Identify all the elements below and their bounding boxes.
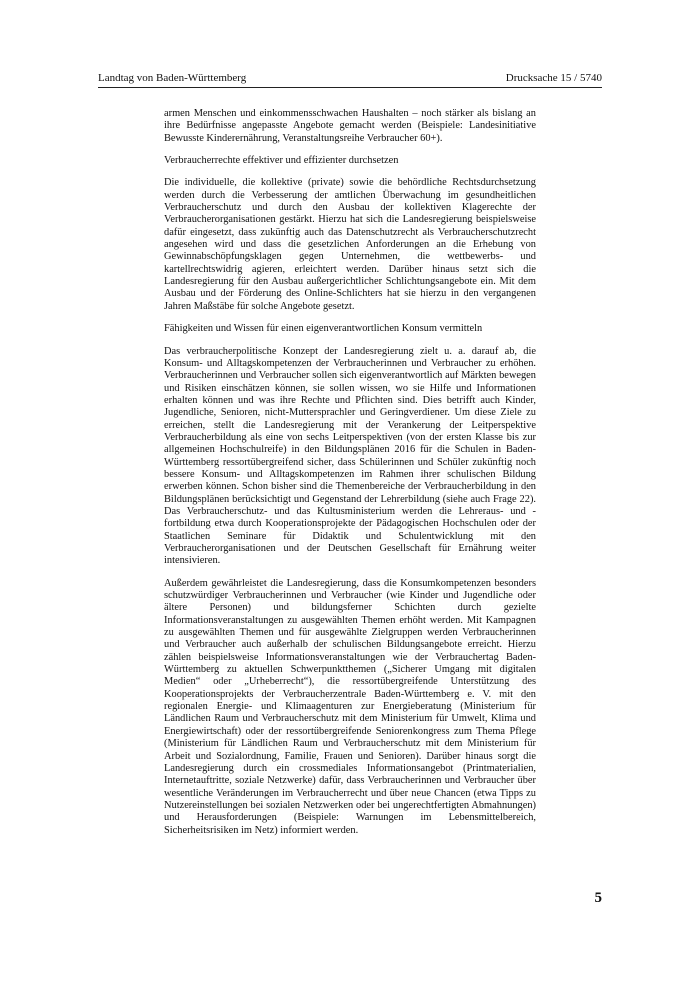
running-header — [98, 70, 602, 86]
header-document-number: Drucksache 15 / 5740 — [505, 72, 602, 84]
paragraph-rechtsdurchsetzung: Die individuelle, die kollektive (private) sowie die behördliche Rechtsdurchsetzung werden durch die Verbesserung der amtlichen Überwachung im gesundheitlichen Verbraucherschutz und durch den Ausbau der kollektiven Klagerechte der Verbraucherorganisationen gestärkt. Hierzu hat sich die Landesregierung beispielsweise dafür eingesetzt, dass zukünftig auch das Datenschutzrecht als Verbraucherschutzrecht angesehen wird und dass die gesetzlichen Anforderungen an die Erhebung von Gewinnabschöpfungsklagen gegen Unternehmen, die wettbewerbs- und kartellrechtswidrig agieren, erleichtert werden. Darüber hinaus setzt sich die Landesregierung für den Ausbau außergerichtlicher Schlichtungsangebote ein. Mit dem Ausbau und der Förderung des Online-Schlichters hat sie hierzu in den vergangenen Jahren Maßstäbe für solche Angebote gesetzt. — [164, 177, 536, 312]
header-divider — [98, 87, 602, 88]
paragraph-verbraucherbildung: Das verbraucherpolitische Konzept der Landesregierung zielt u. a. darauf ab, die Konsum- und Alltagskompetenzen der Verbraucherinnen und Verbraucher zu erhöhen. Verbraucherinnen und Verbraucher sollen sich eigenverantwortlich auf Märkten bewegen und Risiken einschätzen können, sie sollen wissen, wo sie Hilfe und Informationen erhalten können und was ihre Rechte und Pflichten sind. Dies betrifft auch Kinder, Jugendliche, Senioren, nicht-Muttersprachler und Geringverdiener. Um diese Ziele zu erreichen, stellt die Landesregierung mit der Verankerung der Leitperspektive Verbraucherbildung als eine von sechs Leitperspektiven (von der ersten Klasse bis zur allgemeinen Hochschulreife) in den Bildungsplänen 2016 für die Schulen in Baden-Württemberg ressortübergreifend sicher, dass Schülerinnen und Schüler zukünftig noch bessere Konsum- und Alltagskompetenzen im Rahmen ihrer schulischen Bildung erwerben können. Schon bisher sind die Themenbereiche der Verbraucherbildung in den Bildungsplänen berücksichtigt und Gegenstand der Lehrerbildung (siehe auch Frage 22). Das Verbraucherschutz- und das Kultusministerium werden die Lehreraus- und -fortbildung etwa durch Kooperationsprojekte der Pädagogischen Hochschulen oder der Staatlichen Seminare für Didaktik und Schulentwicklung mit den Verbraucherorganisationen und der Deutschen Gesellschaft für Ernährung weiter intensivieren. — [164, 345, 536, 567]
paragraph-continuation: armen Menschen und einkommensschwachen Haushalten – noch stärker als bislang an ihre Bedürfnisse angepasste Angebote gemacht werden (Beispiele: Landesinitiative Bewusste Kinderernährung, Veranstaltungsreihe Verbraucher 60+). — [164, 108, 536, 144]
section-heading-verbraucherrechte: Verbraucherrechte effektiver und effizienter durchsetzen — [164, 155, 399, 167]
page-number: 5 — [594, 890, 602, 906]
document-body — [164, 108, 536, 847]
paragraph-konsumkompetenzen: Außerdem gewährleistet die Landesregierung, dass die Konsumkompetenzen besonders schutzwürdiger Verbraucherinnen und Verbraucher (wie Kinder und Jugendliche oder ältere Personen) und bildungsferner Schichten durch gezielte Informationsveranstaltungen zu ausgewählten Themen erhöht werden. Mit Kampagnen zu ausgewählten Themen und für ausgewählte Zielgruppen werden Verbraucherinnen und Verbraucher auch außerhalb der schulischen Bildungsangebote erreicht. Hierzu zählen beispielsweise Informationsveranstaltungen wie der Verbrauchertag Baden-Württemberg zu aktuellen Schwerpunktthemen („Sicherer Umgang mit digitalen Medien“ oder „Urheberrecht“), die ressortübergreifende Unterstützung des Kooperationsprojekts der Verbraucherzentrale Baden-Württemberg e. V. mit den regionalen Energie- und Klimaagenturen zur Energieberatung (Ministerium für Ländlichen Raum und Verbraucherschutz mit dem Ministerium für Umwelt, Klima und Energiewirtschaft) oder der ressortübergreifende Seniorenkongress zum Thema Pflege (Ministerium für Ländlichen Raum und Verbraucherschutz mit dem Ministerium für Arbeit und Sozialordnung, Familie, Frauen und Senioren). Darüber hinaus sorgt die Landesregierung durch ein crossmediales Informationsangebot (Printmaterialien, Internetauftritte, soziale Netzwerke) dafür, dass Verbraucherinnen und Verbraucher über wesentliche Veränderungen im Verbraucherrecht und über neue Chancen (etwa Tipps zu Nutzereinstellungen bei sozialen Netzwerken oder bei ungerechtfertigten Abmahnungen) und Herausforderungen (Beispiele: Warnungen im Lebensmittelbereich, Sicherheitsrisiken im Netz) informiert werden. — [164, 577, 536, 836]
section-heading-faehigkeiten: Fähigkeiten und Wissen für einen eigenverantwortlichen Konsum vermitteln — [164, 323, 483, 335]
header-parliament-name: Landtag von Baden-Württemberg — [98, 72, 247, 84]
